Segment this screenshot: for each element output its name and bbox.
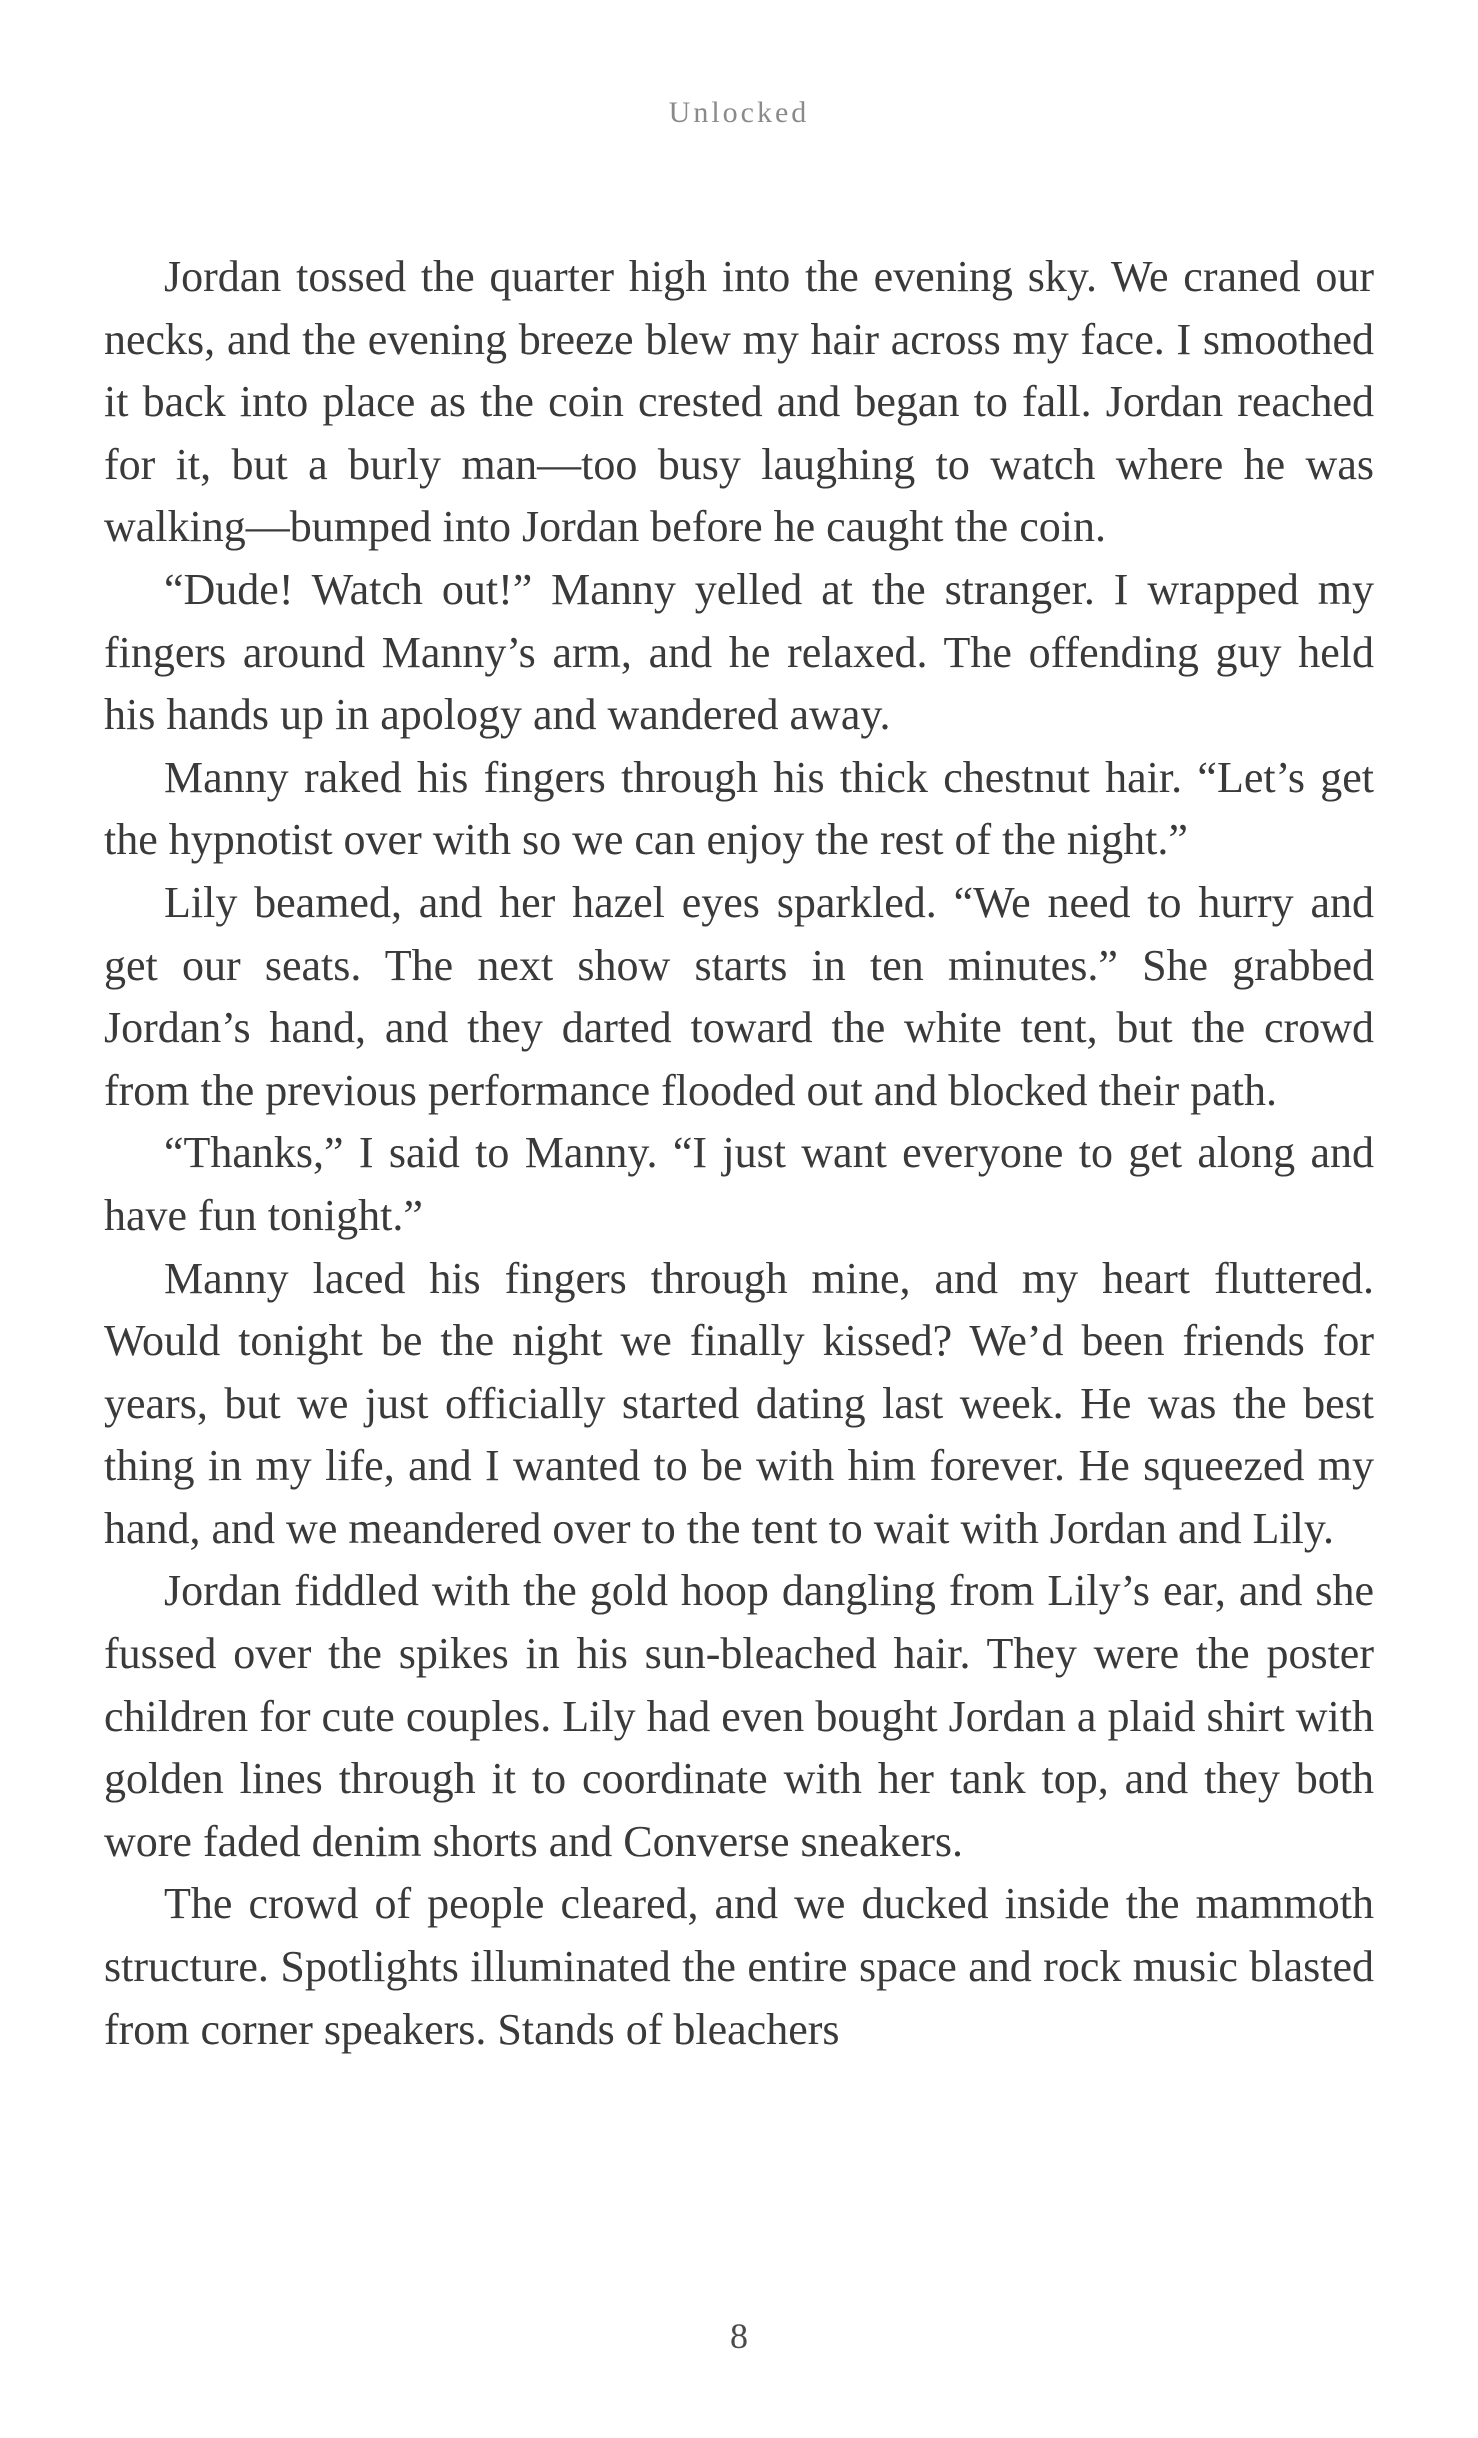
paragraph: Jordan tossed the quarter high into the evening sky. We craned our necks, and the evening breeze blew my hair across my face. I smoothed it back into place as the coin crested and began to fall. Jordan reached for it, but a burly man—too busy laughing to watch where he was walking—bumped into Jordan before he caught the coin. xyxy=(104,252,1374,552)
paragraph: Manny raked his fingers through his thick chestnut hair. “Let’s get the hypnotist over with so we can enjoy the rest of the night.” xyxy=(104,752,1374,865)
paragraph: “Dude! Watch out!” Manny yelled at the stranger. I wrapped my fingers around Manny’s arm, and he relaxed. The offending guy held his hands up in apology and wandered away. xyxy=(104,564,1374,740)
running-head: Unlocked xyxy=(668,96,810,129)
paragraph: “Thanks,” I said to Manny. “I just want everyone to get along and have fun tonight.” xyxy=(104,1128,1374,1240)
body-text xyxy=(104,246,1374,2061)
page-number: 8 xyxy=(730,2316,748,2356)
paragraph: The crowd of people cleared, and we ducked inside the mammoth structure. Spotlights illuminated the entire space and rock music blasted from corner speakers. Stands of bleachers xyxy=(104,1879,1374,2054)
paragraph: Manny laced his fingers through mine, and my heart fluttered. Would tonight be the night we finally kissed? We’d been friends for years, but we just officially started dating last week. He was the best thing in my life, and I wanted to be with him forever. He squeezed my hand, and we meandered over to the tent to wait with Jordan and Lily. xyxy=(104,1253,1374,1553)
paragraph: Jordan fiddled with the gold hoop dangling from Lily’s ear, and she fussed over the spikes in his sun-bleached hair. They were the poster children for cute couples. Lily had even bought Jordan a plaid shirt with golden lines through it to coordinate with her tank top, and they both wore faded denim shorts and Converse sneakers. xyxy=(104,1566,1374,1866)
paragraph: Lily beamed, and her hazel eyes sparkled. “We need to hurry and get our seats. The next show starts in ten minutes.” She grabbed Jordan’s hand, and they darted toward the white tent, but the crowd from the previous performance flooded out and blocked their path. xyxy=(104,877,1374,1115)
